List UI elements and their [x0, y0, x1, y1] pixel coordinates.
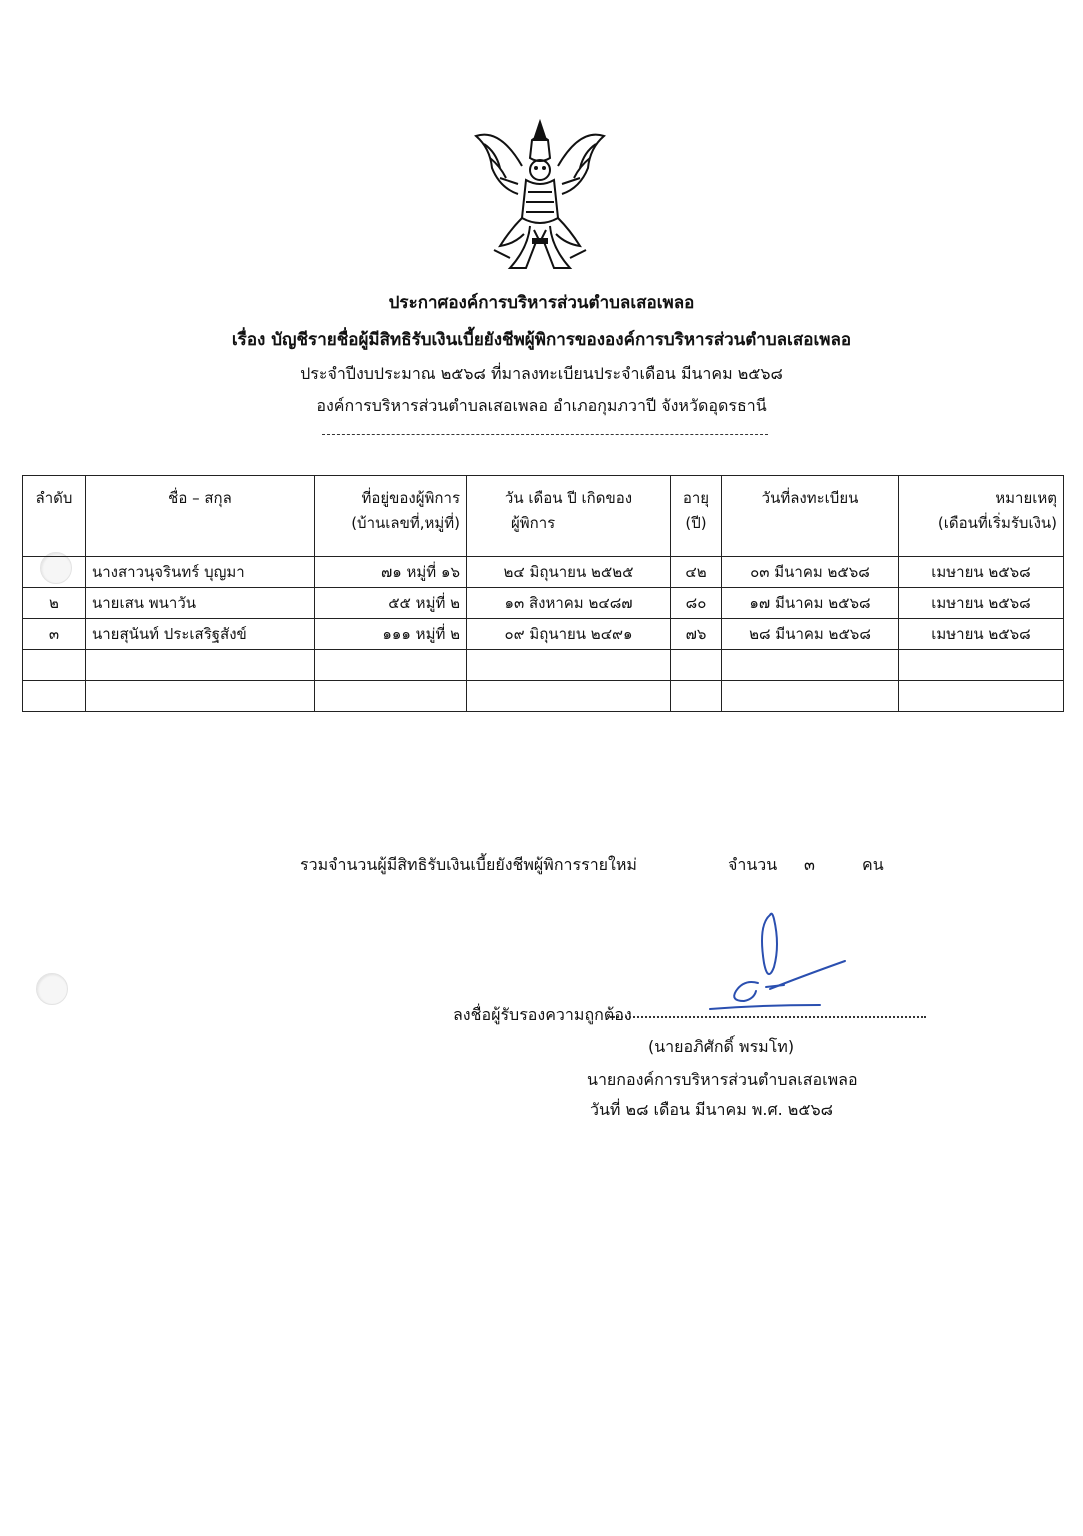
divider-dashed	[322, 434, 768, 435]
cell-remark: เมษายน ๒๕๖๘	[899, 588, 1064, 619]
cell-remark: เมษายน ๒๕๖๘	[899, 557, 1064, 588]
organization-line: องค์การบริหารส่วนตำบลเสอเพลอ อำเภอกุมภวาปี จังหวัดอุดรธานี	[316, 396, 767, 415]
cell-name: นายสุนันท์ ประเสริฐสังข์	[86, 619, 315, 650]
garuda-emblem-icon	[470, 118, 610, 278]
cell-no	[23, 557, 86, 588]
handwritten-signature	[700, 905, 860, 1015]
header-dob: วัน เดือน ปี เกิดของ ผู้พิการ	[467, 476, 671, 557]
summary-unit: คน	[862, 855, 884, 874]
summary-count-label: จำนวน	[728, 855, 778, 874]
table-row-empty	[23, 650, 1064, 681]
cell-address: ๕๕ หมู่ที่ ๒	[315, 588, 467, 619]
cell-remark: เมษายน ๒๕๖๘	[899, 619, 1064, 650]
table-header-row	[23, 476, 1064, 557]
cell-age: ๔๒	[671, 557, 722, 588]
table-row	[23, 557, 1064, 588]
cell-name: นางสาวนุจรินทร์ บุญมา	[86, 557, 315, 588]
cell-registration-date: ๒๘ มีนาคม ๒๕๖๘	[722, 619, 899, 650]
budget-year-line: ประจำปีงบประมาณ ๒๕๖๘ ที่มาลงทะเบียนประจำเดือน มีนาคม ๒๕๖๘	[300, 364, 783, 383]
table-row-empty	[23, 681, 1064, 712]
cell-no: ๒	[23, 588, 86, 619]
table-row	[23, 619, 1064, 650]
announcement-title: ประกาศองค์การบริหารส่วนตำบลเสอเพลอ	[388, 293, 695, 313]
signer-name: (นายอภิศักดิ์ พรมโท)	[648, 1037, 795, 1056]
header-remark: หมายเหตุ (เดือนที่เริ่มรับเงิน)	[899, 476, 1064, 557]
summary-label: รวมจำนวนผู้มีสิทธิรับเงินเบี้ยยังชีพผู้พิการรายใหม่	[300, 855, 637, 874]
cell-name: นายเสน พนาวัน	[86, 588, 315, 619]
cell-address: ๗๑ หมู่ที่ ๑๖	[315, 557, 467, 588]
header-address: ที่อยู่ของผู้พิการ (บ้านเลขที่,หมู่ที่)	[315, 476, 467, 557]
header-no: ลำดับ	[23, 476, 86, 557]
beneficiary-table	[22, 475, 1064, 712]
signature-line	[610, 1016, 926, 1018]
cell-dob: ๒๔ มิถุนายน ๒๕๒๕	[467, 557, 671, 588]
header-age: อายุ (ปี)	[671, 476, 722, 557]
cell-age: ๗๖	[671, 619, 722, 650]
signature-date: วันที่ ๒๘ เดือน มีนาคม พ.ศ. ๒๕๖๘	[590, 1100, 833, 1119]
cell-dob: ๑๓ สิงหาคม ๒๔๘๗	[467, 588, 671, 619]
cell-dob: ๐๙ มิถุนายน ๒๔๙๑	[467, 619, 671, 650]
cell-age: ๘๐	[671, 588, 722, 619]
punch-hole-bottom	[36, 973, 68, 1005]
signer-position: นายกองค์การบริหารส่วนตำบลเสอเพลอ	[587, 1070, 858, 1089]
header-name: ชื่อ – สกุล	[86, 476, 315, 557]
summary-count: ๓	[804, 855, 815, 874]
certify-label: ลงชื่อผู้รับรองความถูกต้อง	[453, 1005, 632, 1024]
subject-line: เรื่อง บัญชีรายชื่อผู้มีสิทธิรับเงินเบี้ยยังชีพผู้พิการขององค์การบริหารส่วนตำบลเสอเพลอ	[231, 330, 852, 350]
header-registration-date: วันที่ลงทะเบียน	[722, 476, 899, 557]
cell-registration-date: ๑๗ มีนาคม ๒๕๖๘	[722, 588, 899, 619]
table-row	[23, 588, 1064, 619]
cell-registration-date: ๐๓ มีนาคม ๒๕๖๘	[722, 557, 899, 588]
cell-no: ๓	[23, 619, 86, 650]
cell-address: ๑๑๑ หมู่ที่ ๒	[315, 619, 467, 650]
